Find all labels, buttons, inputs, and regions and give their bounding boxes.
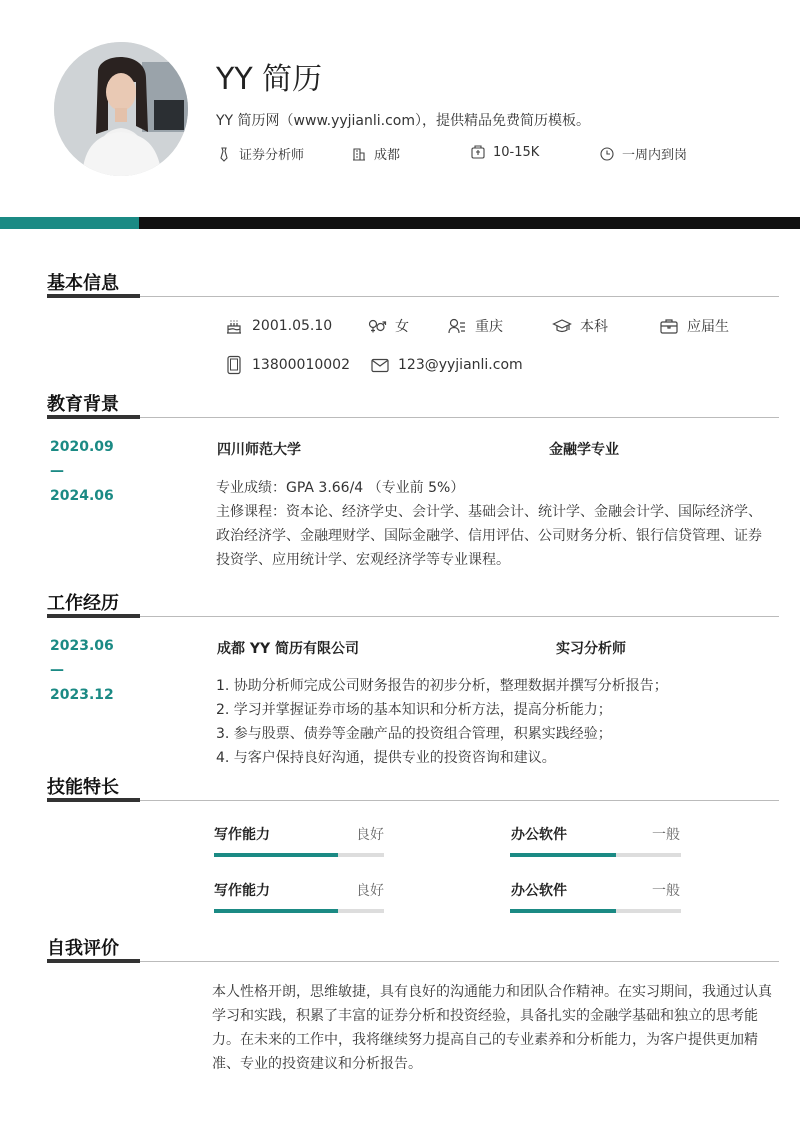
meta-job — [216, 144, 304, 163]
header-band-dark — [139, 217, 800, 229]
info-birth — [224, 316, 332, 336]
section-rule — [140, 616, 779, 617]
section-rule-accent — [47, 614, 140, 618]
work-company: 成都 YY 简历有限公司 — [217, 641, 360, 657]
skill-bar-fill — [510, 853, 616, 857]
skill-label: 办公软件 — [511, 827, 567, 843]
meta-availability — [599, 144, 687, 163]
skill-label: 办公软件 — [511, 883, 567, 899]
info-gender-text: 女 — [395, 319, 409, 335]
info-birth-text: 2001.05.10 — [252, 318, 333, 334]
briefcase-icon — [659, 316, 679, 336]
work-item: 1. 协助分析师完成公司财务报告的初步分析，整理数据并撰写分析报告； — [216, 678, 668, 694]
gender-icon — [367, 316, 387, 336]
work-role: 实习分析师 — [556, 641, 626, 657]
header-band-accent — [0, 217, 139, 229]
skill-bar-fill — [214, 853, 338, 857]
skill-level: 良好 — [356, 883, 384, 899]
info-gender — [367, 316, 409, 336]
section-title-basic: 基本信息 — [47, 273, 119, 294]
tagline: YY 简历网（www.yyjianli.com），提供精品免费简历模板。 — [216, 113, 590, 129]
section-rule-accent — [47, 798, 140, 802]
meta-availability-text: 一周内到岗 — [622, 148, 688, 163]
mail-icon — [370, 355, 390, 375]
skill-label: 写作能力 — [214, 883, 270, 899]
info-degree — [552, 316, 608, 336]
work-date-separator: — — [50, 662, 64, 678]
skill-bar — [214, 853, 384, 857]
work-start-date: 2023.06 — [50, 638, 114, 654]
section-rule-accent — [47, 294, 140, 298]
meta-city-text: 成都 — [374, 148, 401, 163]
skill-bar-fill — [510, 909, 616, 913]
cake-icon — [224, 316, 244, 336]
user-icon — [447, 316, 467, 336]
work-item: 2. 学习并掌握证券市场的基本知识和分析方法，提高分析能力； — [216, 702, 612, 718]
meta-salary-text: 10-15K — [493, 144, 540, 160]
skill-bar-fill — [214, 909, 338, 913]
education-grades: 专业成绩：GPA 3.66/4 （专业前 5%） — [216, 480, 465, 496]
info-email — [370, 355, 523, 375]
section-rule-accent — [47, 415, 140, 419]
education-school: 四川师范大学 — [217, 442, 301, 458]
avatar — [54, 42, 188, 176]
section-title-work: 工作经历 — [47, 593, 119, 614]
info-status — [659, 316, 729, 336]
section-rule-accent — [47, 959, 140, 963]
info-phone — [224, 355, 350, 375]
education-start-date: 2020.09 — [50, 439, 114, 455]
section-rule — [140, 961, 779, 962]
info-status-text: 应届生 — [687, 319, 729, 335]
meta-city — [351, 144, 400, 163]
building-icon — [351, 146, 367, 162]
education-date-separator: — — [50, 463, 64, 479]
phone-icon — [224, 355, 244, 375]
education-major: 金融学专业 — [549, 442, 619, 458]
skill-bar — [510, 853, 681, 857]
meta-salary — [470, 144, 539, 160]
section-title-self: 自我评价 — [47, 938, 119, 959]
resume-name: YY 简历 — [216, 62, 323, 97]
tie-icon — [216, 146, 232, 162]
education-end-date: 2024.06 — [50, 488, 114, 504]
info-email-text: 123@yyjianli.com — [398, 357, 523, 373]
section-rule — [140, 417, 779, 418]
skill-level: 一般 — [652, 827, 680, 843]
work-item: 4. 与客户保持良好沟通，提供专业的投资咨询和建议。 — [216, 750, 556, 766]
work-item: 3. 参与股票、债券等金融产品的投资组合管理，积累实践经验； — [216, 726, 612, 742]
clock-icon — [599, 146, 615, 162]
work-end-date: 2023.12 — [50, 687, 114, 703]
section-title-skills: 技能特长 — [47, 777, 119, 798]
skill-label: 写作能力 — [214, 827, 270, 843]
info-city-text: 重庆 — [475, 319, 503, 335]
self-evaluation-text: 本人性格开朗，思维敏捷，具有良好的沟通能力和团队合作精神。在实习期间，我通过认真学习和实践，积累了丰富的证券分析和投资经验，具备扎实的金融学基础和独立的思考能力。在未来的工作中，我将继续努力提高自己的专业素养和分析能力，为客户提供更加精准、专业的投资建议和分析报告。 — [212, 984, 772, 1072]
section-rule — [140, 296, 779, 297]
wallet-icon — [470, 144, 486, 160]
info-phone-text: 13800010002 — [252, 357, 350, 373]
skill-bar — [510, 909, 681, 913]
meta-job-text: 证券分析师 — [239, 148, 305, 163]
section-rule — [140, 800, 779, 801]
education-courses: 主修课程：资本论、经济学史、会计学、基础会计、统计学、金融会计学、国际经济学、政治经济学、金融理财学、国际金融学、信用评估、公司财务分析、银行信贷管理、证券投资学、应用统计学、宏观经济学等专业课程。 — [216, 504, 762, 568]
info-city — [447, 316, 503, 336]
graduation-cap-icon — [552, 316, 572, 336]
section-title-education: 教育背景 — [47, 394, 119, 415]
skill-bar — [214, 909, 384, 913]
skill-level: 一般 — [652, 883, 680, 899]
info-degree-text: 本科 — [580, 319, 608, 335]
skill-level: 良好 — [356, 827, 384, 843]
